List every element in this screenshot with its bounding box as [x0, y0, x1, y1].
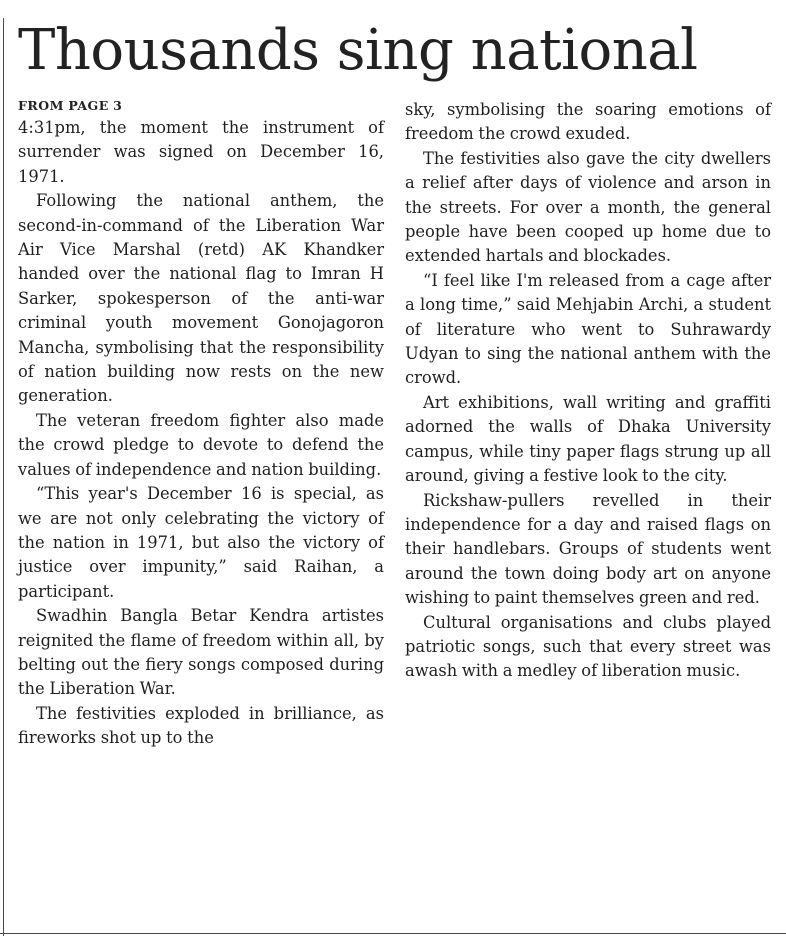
paragraph: The festivities exploded in brilliance, as fireworks shot up to the [18, 703, 384, 748]
paragraph: 4:31pm, the moment the instrument of surrender was signed on December 16, 1971. [18, 118, 384, 186]
paragraph: Swadhin Bangla Betar Kendra artistes reignited the flame of freedom within all, by belting out the fiery songs composed during the Liberation War. [18, 606, 384, 699]
article-column-left [18, 96, 384, 751]
article-column-right [405, 98, 771, 684]
column-rule-left [3, 18, 4, 936]
continuation-kicker: FROM PAGE 3 [18, 98, 123, 113]
paragraph: Following the national anthem, the second-in-command of the Liberation War Air Vice Marshal (retd) AK Khandker handed over the national flag to Imran H Sarker, spokesperson of the anti-war criminal youth movement Gonojagoron Mancha, symbolising that the responsibility of nation building now rests on the new generation. [18, 191, 384, 406]
paragraph: “This year's December 16 is special, as we are not only celebrating the victory of the nation in 1971, but also the victory of justice over impunity,” said Raihan, a participant. [18, 484, 384, 601]
paragraph: “I feel like I'm released from a cage after a long time,” said Mehjabin Archi, a student of literature who went to Suhrawardy Udyan to sing the national anthem with the crowd. [405, 270, 771, 388]
paragraph: sky, symbolising the soaring emotions of freedom the crowd exuded. [405, 100, 771, 144]
bottom-rule [0, 933, 786, 934]
headline: Thousands sing national [18, 18, 698, 83]
paragraph: Art exhibitions, wall writing and graffiti adorned the walls of Dhaka University campus, while tiny paper flags strung up all around, giving a festive look to the city. [405, 392, 771, 486]
paragraph: The festivities also gave the city dwellers a relief after days of violence and arson in the streets. For over a month, the general people have been cooped up home due to extended hartals and blockades. [405, 148, 771, 266]
paragraph: Cultural organisations and clubs played patriotic songs, such that every street was awash with a medley of liberation music. [405, 612, 771, 681]
paragraph: The veteran freedom fighter also made the crowd pledge to devote to defend the values of independence and nation building. [18, 410, 384, 479]
paragraph: Rickshaw-pullers revelled in their independence for a day and raised flags on their handlebars. Groups of students went around the town doing body art on anyone wishing to paint themselves green and red. [405, 490, 771, 608]
